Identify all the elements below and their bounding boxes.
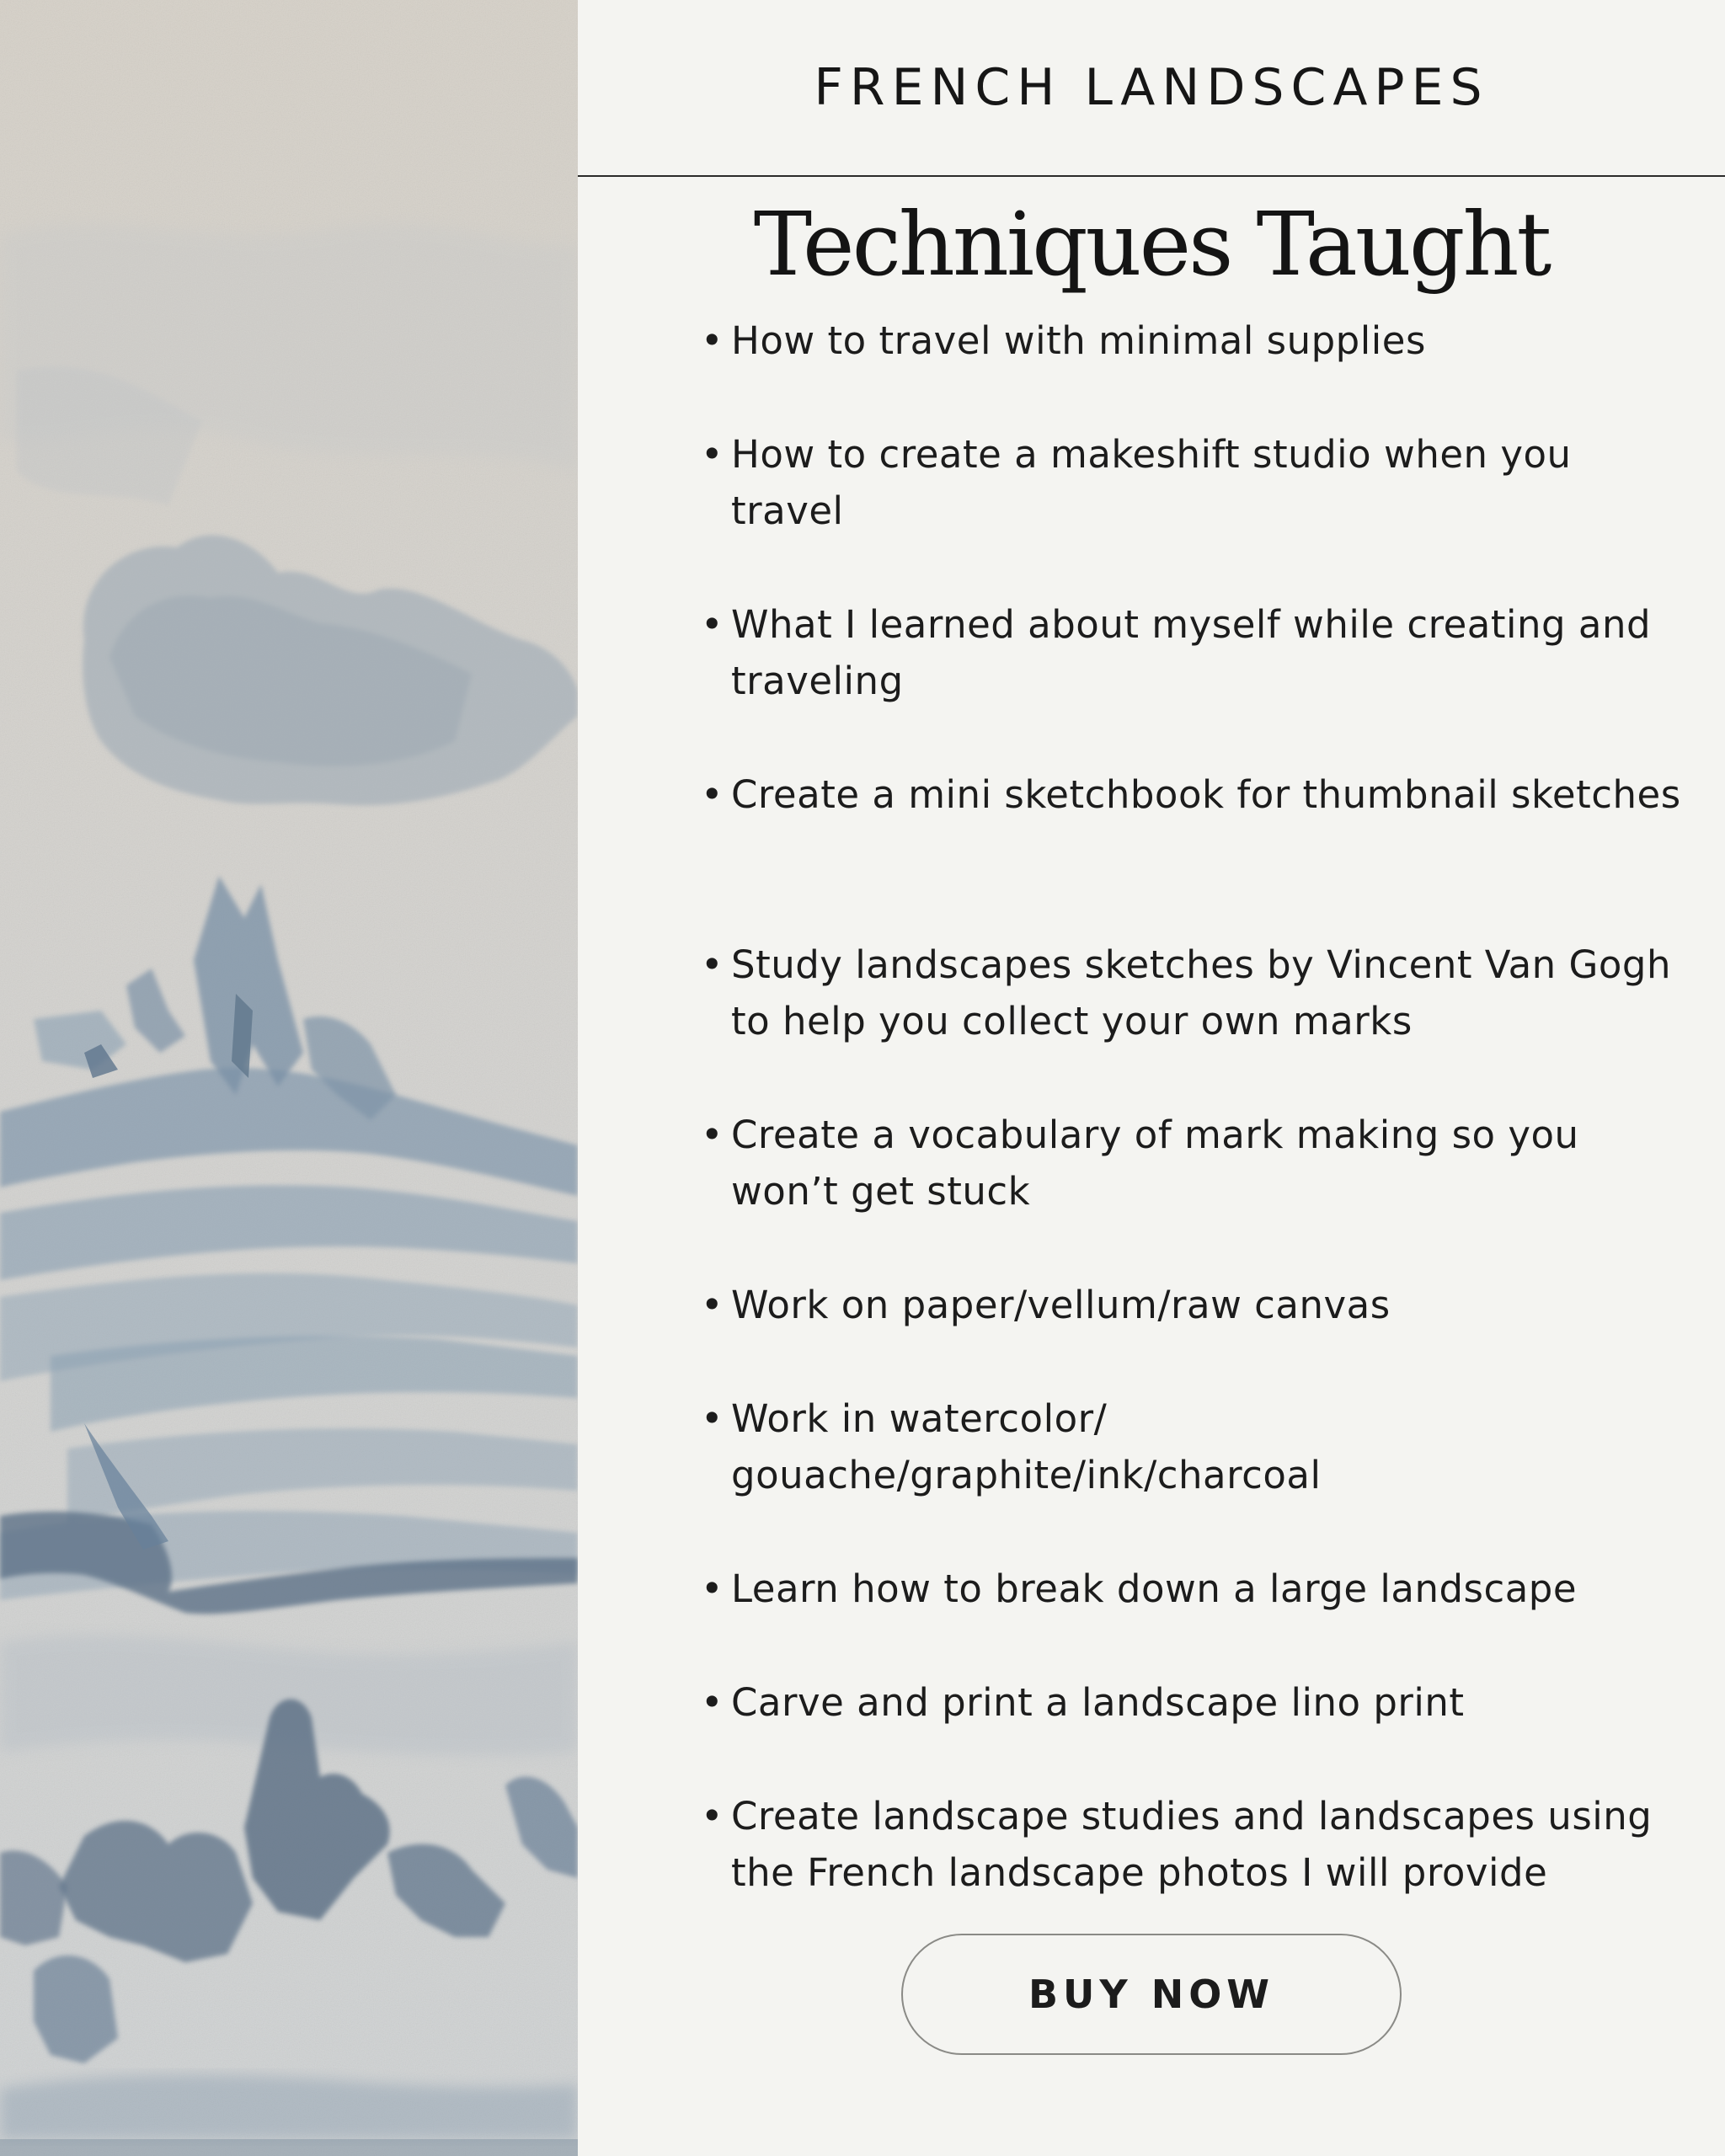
watercolor-painting-image <box>0 0 578 2156</box>
list-item-text: Carve and print a landscape lino print <box>731 1680 1465 1725</box>
bullet-icon: • <box>701 1396 724 1441</box>
list-item-text: How to travel with minimal supplies <box>731 318 1426 363</box>
bullet-icon: • <box>701 1113 724 1157</box>
bullet-icon: • <box>701 1680 724 1725</box>
bullet-icon: • <box>701 942 724 987</box>
list-item <box>701 1390 1691 1503</box>
buy-now-button[interactable]: BUY NOW <box>901 1934 1402 2055</box>
list-item-text: Study landscapes sketches by Vincent Van Gogh to help you collect your own marks <box>731 942 1671 1043</box>
list-item-text: Create landscape studies and landscapes using the French landscape photos I will provide <box>731 1794 1653 1895</box>
list-item-text: Work on paper/vellum/raw canvas <box>731 1283 1391 1327</box>
bullet-icon: • <box>701 602 724 647</box>
list-item <box>701 596 1691 709</box>
bullet-icon: • <box>701 1566 724 1611</box>
list-item-text: What I learned about myself while creating and traveling <box>731 602 1652 703</box>
watercolor-landscape-artwork <box>0 0 578 2156</box>
list-item <box>701 312 1691 369</box>
list-item <box>701 1107 1691 1219</box>
list-item <box>701 1674 1691 1731</box>
bullet-icon: • <box>701 432 724 477</box>
section-title: Techniques Taught <box>753 193 1550 296</box>
list-item <box>701 1788 1691 1901</box>
list-item-text: Create a vocabulary of mark making so you won’t get stuck <box>731 1113 1579 1214</box>
list-item-text: Create a mini sketchbook for thumbnail sketches <box>731 772 1681 817</box>
list-item <box>701 1277 1691 1333</box>
bullet-icon: • <box>701 318 724 363</box>
content-panel <box>578 0 1725 2156</box>
bullet-icon: • <box>701 772 724 817</box>
list-item <box>701 1561 1691 1617</box>
list-item <box>701 937 1691 1049</box>
techniques-list <box>578 0 1725 2156</box>
page-title: FRENCH LANDSCAPES <box>814 58 1489 117</box>
list-item-text: Work in watercolor/ gouache/graphite/ink/charcoal <box>731 1396 1322 1497</box>
list-item <box>701 426 1691 539</box>
bullet-icon: • <box>701 1794 724 1838</box>
bullet-icon: • <box>701 1283 724 1327</box>
list-item-text: Learn how to break down a large landscape <box>731 1566 1578 1611</box>
list-item <box>701 766 1691 823</box>
list-item-text: How to create a makeshift studio when you travel <box>731 432 1572 533</box>
